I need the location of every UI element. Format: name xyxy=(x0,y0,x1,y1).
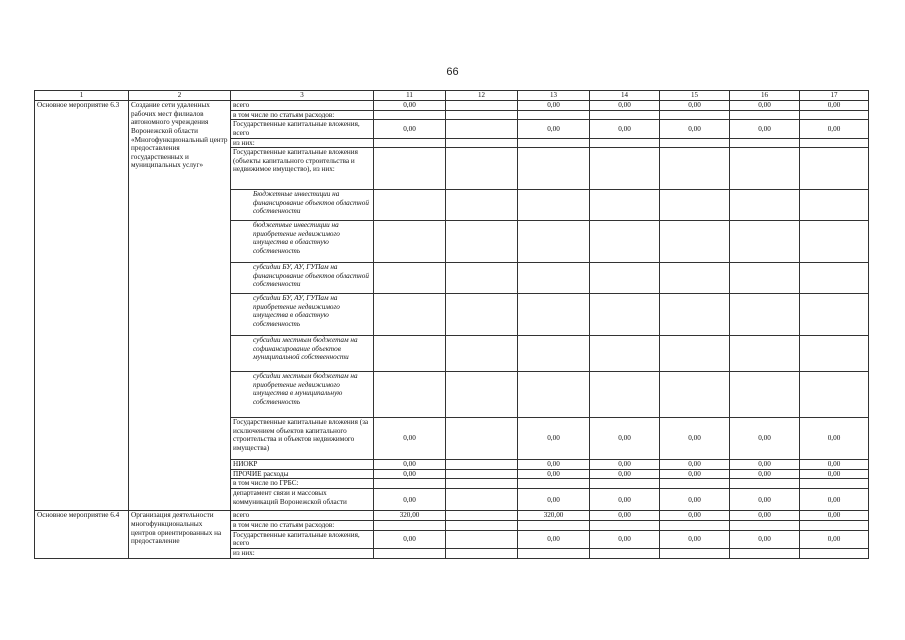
value-cell xyxy=(800,521,869,531)
value-cell xyxy=(446,110,518,120)
value-cell: 0,00 xyxy=(590,511,660,521)
value-cell xyxy=(660,138,730,148)
value-cell xyxy=(518,479,590,489)
value-cell: 0,00 xyxy=(730,489,800,511)
value-cell xyxy=(730,336,800,372)
column-header: 2 xyxy=(129,91,231,101)
value-cell: 0,00 xyxy=(518,120,590,138)
table-row xyxy=(35,511,869,521)
expense-label-cell: в том числе по статьям расходов: xyxy=(231,521,374,531)
value-cell xyxy=(518,521,590,531)
value-cell xyxy=(800,221,869,263)
expense-label-cell: субсидии БУ, АУ, ГУПам на приобретение недвижимого имущества в областную собственность xyxy=(231,294,374,336)
value-cell xyxy=(730,221,800,263)
expense-label-cell: ПРОЧИЕ расходы xyxy=(231,469,374,479)
value-cell xyxy=(590,336,660,372)
value-cell xyxy=(518,263,590,294)
value-cell xyxy=(590,263,660,294)
column-header: 12 xyxy=(446,91,518,101)
value-cell: 0,00 xyxy=(800,120,869,138)
value-cell xyxy=(446,469,518,479)
value-cell xyxy=(374,372,446,418)
value-cell xyxy=(518,110,590,120)
value-cell: 0,00 xyxy=(590,469,660,479)
value-cell xyxy=(730,110,800,120)
value-cell: 0,00 xyxy=(800,489,869,511)
value-cell xyxy=(800,138,869,148)
value-cell: 0,00 xyxy=(590,460,660,470)
value-cell: 0,00 xyxy=(800,418,869,460)
value-cell: 0,00 xyxy=(800,469,869,479)
value-cell xyxy=(590,148,660,190)
value-cell xyxy=(730,148,800,190)
value-cell xyxy=(374,110,446,120)
table-row xyxy=(35,101,869,111)
value-cell xyxy=(446,521,518,531)
value-cell xyxy=(518,336,590,372)
value-cell xyxy=(518,221,590,263)
value-cell xyxy=(730,521,800,531)
value-cell: 0,00 xyxy=(730,469,800,479)
activity-code-cell: Основное мероприятие 6.3 xyxy=(35,101,129,511)
value-cell: 0,00 xyxy=(518,101,590,111)
value-cell xyxy=(660,521,730,531)
value-cell xyxy=(590,110,660,120)
value-cell: 0,00 xyxy=(730,101,800,111)
value-cell xyxy=(590,521,660,531)
value-cell xyxy=(660,221,730,263)
activity-name-cell: Создание сети удаленных рабочих мест филиалов автономного учреждения Воронежской области «Многофункциональный центр предоставления государственных и муниципальных услуг» xyxy=(129,101,231,511)
value-cell xyxy=(590,138,660,148)
value-cell xyxy=(730,190,800,221)
value-cell xyxy=(660,294,730,336)
value-cell: 0,00 xyxy=(660,101,730,111)
value-cell: 0,00 xyxy=(590,101,660,111)
value-cell: 320,00 xyxy=(374,511,446,521)
value-cell xyxy=(446,460,518,470)
activity-code-cell: Основное мероприятие 6.4 xyxy=(35,511,129,558)
value-cell xyxy=(660,110,730,120)
value-cell xyxy=(518,372,590,418)
value-cell: 320,00 xyxy=(518,511,590,521)
value-cell xyxy=(374,190,446,221)
expense-label-cell: субсидии местным бюджетам на приобретение недвижимого имущества в муниципальную собственность xyxy=(231,372,374,418)
value-cell: 0,00 xyxy=(590,120,660,138)
value-cell xyxy=(446,489,518,511)
value-cell: 0,00 xyxy=(518,418,590,460)
column-header: 15 xyxy=(660,91,730,101)
value-cell xyxy=(374,336,446,372)
value-cell: 0,00 xyxy=(730,120,800,138)
table-body xyxy=(35,91,869,559)
value-cell: 0,00 xyxy=(660,511,730,521)
value-cell: 0,00 xyxy=(590,530,660,548)
value-cell: 0,00 xyxy=(800,460,869,470)
value-cell xyxy=(374,221,446,263)
value-cell xyxy=(446,549,518,559)
column-header: 1 xyxy=(35,91,129,101)
value-cell xyxy=(446,511,518,521)
value-cell xyxy=(374,294,446,336)
value-cell xyxy=(446,530,518,548)
value-cell xyxy=(446,336,518,372)
expense-label-cell: бюджетные инвестиции на приобретение недвижимого имущества в областную собственность xyxy=(231,221,374,263)
value-cell: 0,00 xyxy=(518,469,590,479)
value-cell: 0,00 xyxy=(518,460,590,470)
value-cell xyxy=(374,263,446,294)
value-cell xyxy=(660,190,730,221)
expense-label-cell: Государственные капитальные вложения (объекты капитального строительства и недвижимое имущество), из них: xyxy=(231,148,374,190)
column-header: 3 xyxy=(231,91,374,101)
expense-label-cell: Бюджетные инвестиции на финансирование объектов областной собственности xyxy=(231,190,374,221)
value-cell xyxy=(660,549,730,559)
value-cell xyxy=(446,221,518,263)
value-cell xyxy=(800,336,869,372)
expense-label-cell: в том числе по ГРБС: xyxy=(231,479,374,489)
expense-label-cell: департамент связи и массовых коммуникаций Воронежской области xyxy=(231,489,374,511)
value-cell xyxy=(518,148,590,190)
value-cell: 0,00 xyxy=(660,489,730,511)
value-cell xyxy=(730,138,800,148)
column-header: 13 xyxy=(518,91,590,101)
value-cell: 0,00 xyxy=(374,101,446,111)
value-cell xyxy=(730,549,800,559)
column-header: 17 xyxy=(800,91,869,101)
expense-label-cell: Государственные капитальные вложения, всего xyxy=(231,120,374,138)
value-cell: 0,00 xyxy=(374,460,446,470)
value-cell xyxy=(518,549,590,559)
value-cell: 0,00 xyxy=(730,418,800,460)
value-cell xyxy=(446,294,518,336)
expense-label-cell: всего xyxy=(231,101,374,111)
value-cell: 0,00 xyxy=(730,530,800,548)
value-cell xyxy=(800,372,869,418)
value-cell xyxy=(660,148,730,190)
value-cell xyxy=(800,110,869,120)
value-cell xyxy=(446,263,518,294)
value-cell xyxy=(518,190,590,221)
value-cell xyxy=(446,120,518,138)
value-cell xyxy=(374,549,446,559)
value-cell xyxy=(446,372,518,418)
value-cell: 0,00 xyxy=(374,489,446,511)
value-cell xyxy=(660,336,730,372)
value-cell xyxy=(446,148,518,190)
value-cell xyxy=(800,479,869,489)
column-header: 16 xyxy=(730,91,800,101)
value-cell: 0,00 xyxy=(590,489,660,511)
value-cell: 0,00 xyxy=(660,469,730,479)
value-cell: 0,00 xyxy=(518,530,590,548)
value-cell xyxy=(800,148,869,190)
value-cell xyxy=(800,294,869,336)
value-cell: 0,00 xyxy=(800,511,869,521)
value-cell xyxy=(518,294,590,336)
value-cell: 0,00 xyxy=(660,530,730,548)
value-cell xyxy=(590,294,660,336)
column-header: 14 xyxy=(590,91,660,101)
value-cell: 0,00 xyxy=(374,418,446,460)
value-cell xyxy=(518,138,590,148)
value-cell xyxy=(800,549,869,559)
value-cell xyxy=(730,479,800,489)
expense-label-cell: из них: xyxy=(231,549,374,559)
expense-label-cell: Государственные капитальные вложения (за исключением объектов капитального строительства и объектов недвижимого имущества) xyxy=(231,418,374,460)
column-header: 11 xyxy=(374,91,446,101)
value-cell xyxy=(446,138,518,148)
value-cell xyxy=(800,263,869,294)
value-cell: 0,00 xyxy=(518,489,590,511)
value-cell xyxy=(730,372,800,418)
expense-label-cell: в том числе по статьям расходов: xyxy=(231,110,374,120)
value-cell: 0,00 xyxy=(800,530,869,548)
value-cell xyxy=(590,549,660,559)
page-number: 66 xyxy=(446,66,459,78)
expense-label-cell: субсидии БУ, АУ, ГУПам на финансирование объектов областной собственности xyxy=(231,263,374,294)
value-cell xyxy=(446,418,518,460)
value-cell xyxy=(660,372,730,418)
value-cell xyxy=(374,138,446,148)
value-cell: 0,00 xyxy=(660,460,730,470)
value-cell xyxy=(374,148,446,190)
value-cell xyxy=(660,479,730,489)
value-cell: 0,00 xyxy=(374,469,446,479)
value-cell xyxy=(660,263,730,294)
header-row xyxy=(35,91,869,101)
value-cell xyxy=(446,479,518,489)
value-cell xyxy=(590,221,660,263)
value-cell xyxy=(374,521,446,531)
value-cell xyxy=(590,190,660,221)
value-cell xyxy=(374,479,446,489)
value-cell: 0,00 xyxy=(374,530,446,548)
value-cell: 0,00 xyxy=(730,460,800,470)
value-cell: 0,00 xyxy=(730,511,800,521)
value-cell xyxy=(446,190,518,221)
activity-name-cell: Организация деятельности многофункциональных центров ориентированных на предоставление xyxy=(129,511,231,558)
value-cell xyxy=(590,479,660,489)
value-cell: 0,00 xyxy=(660,120,730,138)
budget-table xyxy=(34,90,869,559)
expense-label-cell: всего xyxy=(231,511,374,521)
expense-label-cell: Государственные капитальные вложения, всего xyxy=(231,530,374,548)
expense-label-cell: НИОКР xyxy=(231,460,374,470)
value-cell xyxy=(446,101,518,111)
value-cell xyxy=(800,190,869,221)
value-cell xyxy=(730,263,800,294)
expense-label-cell: субсидии местным бюджетам на софинансирование объектов муниципальной собственности xyxy=(231,336,374,372)
value-cell: 0,00 xyxy=(590,418,660,460)
value-cell: 0,00 xyxy=(660,418,730,460)
expense-label-cell: из них: xyxy=(231,138,374,148)
value-cell xyxy=(590,372,660,418)
value-cell: 0,00 xyxy=(374,120,446,138)
value-cell xyxy=(730,294,800,336)
value-cell: 0,00 xyxy=(800,101,869,111)
